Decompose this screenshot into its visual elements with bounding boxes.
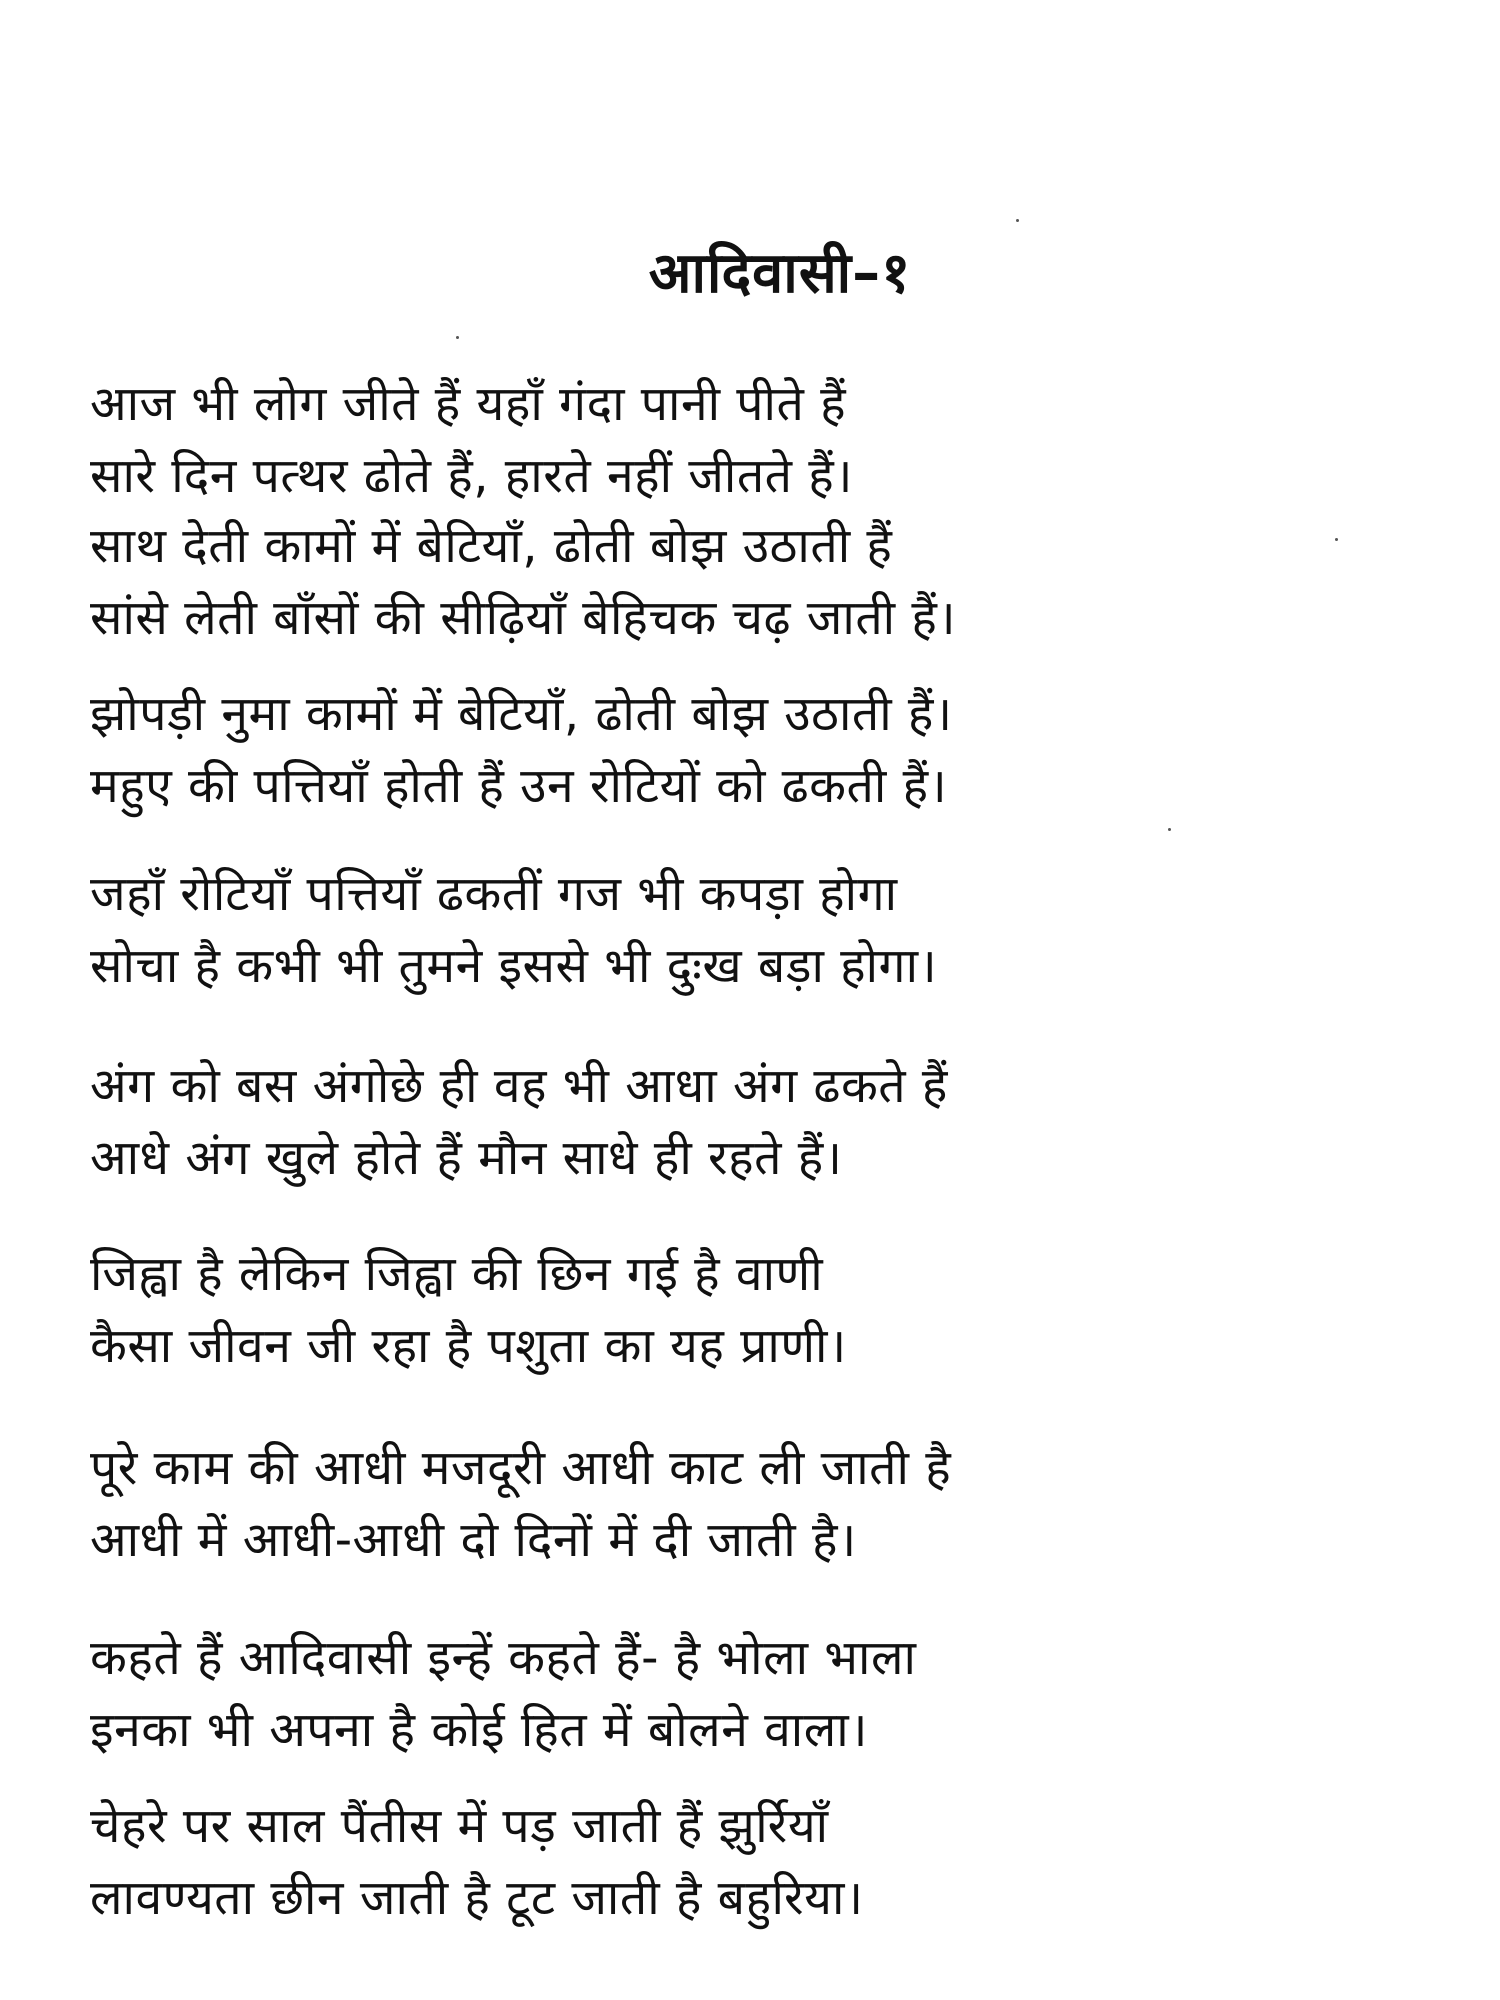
poem-line: झोपड़ी नुमा कामों में बेटियाँ, ढोती बोझ उठाती हैं। bbox=[90, 686, 953, 742]
poem-line: आज भी लोग जीते हैं यहाँ गंदा पानी पीते हैं bbox=[90, 376, 847, 432]
poem-line: पूरे काम की आधी मजदूरी आधी काट ली जाती है bbox=[90, 1440, 952, 1496]
poem-line: आधी में आधी-आधी दो दिनों में दी जाती है। bbox=[90, 1512, 857, 1568]
poem-line: कैसा जीवन जी रहा है पशुता का यह प्राणी। bbox=[90, 1318, 847, 1374]
poem-line: सारे दिन पत्थर ढोते हैं, हारते नहीं जीतते हैं। bbox=[90, 448, 853, 504]
poem-line: सोचा है कभी भी तुमने इससे भी दुःख बड़ा होगा। bbox=[90, 938, 938, 994]
poem-line: आधे अंग खुले होते हैं मौन साधे ही रहते हैं। bbox=[90, 1130, 843, 1186]
stanza-4 bbox=[90, 858, 1450, 1002]
scan-speck bbox=[1335, 538, 1338, 541]
stanza-6 bbox=[90, 1238, 1450, 1382]
stanza-2 bbox=[90, 510, 1450, 654]
poem-line: कहते हैं आदिवासी इन्हें कहते हैं- है भोला भाला bbox=[90, 1630, 917, 1686]
poem-line: जहाँ रोटियाँ पत्तियाँ ढकतीं गज भी कपड़ा होगा bbox=[90, 866, 898, 922]
stanza-8 bbox=[90, 1622, 1450, 1766]
scan-speck bbox=[1016, 219, 1019, 222]
poem-line: चेहरे पर साल पैंतीस में पड़ जाती हैं झुर्रियाँ bbox=[90, 1798, 829, 1854]
stanza-3 bbox=[90, 678, 1450, 822]
stanza-5 bbox=[90, 1050, 1450, 1194]
poem-line: इनका भी अपना है कोई हित में बोलने वाला। bbox=[90, 1702, 868, 1758]
scan-speck bbox=[1168, 828, 1171, 831]
scan-speck bbox=[456, 336, 459, 339]
poem-line: अंग को बस अंगोछे ही वह भी आधा अंग ढकते हैं bbox=[90, 1058, 948, 1114]
poem-title: आदिवासी–१ bbox=[648, 241, 912, 306]
poem-line: महुए की पत्तियाँ होती हैं उन रोटियों को ढकती हैं। bbox=[90, 758, 948, 814]
stanza-7 bbox=[90, 1432, 1450, 1576]
stanza-1 bbox=[90, 368, 1450, 512]
poem-line: जिह्वा है लेकिन जिह्वा की छिन गई है वाणी bbox=[90, 1246, 824, 1302]
poem-line: साथ देती कामों में बेटियाँ, ढोती बोझ उठाती हैं bbox=[90, 518, 893, 574]
poem-line: सांसे लेती बाँसों की सीढ़ियाँ बेहिचक चढ़ जाती हैं। bbox=[90, 590, 957, 646]
stanza-9 bbox=[90, 1790, 1450, 1934]
poem-line: लावण्यता छीन जाती है टूट जाती है बहुरिया। bbox=[90, 1870, 864, 1926]
